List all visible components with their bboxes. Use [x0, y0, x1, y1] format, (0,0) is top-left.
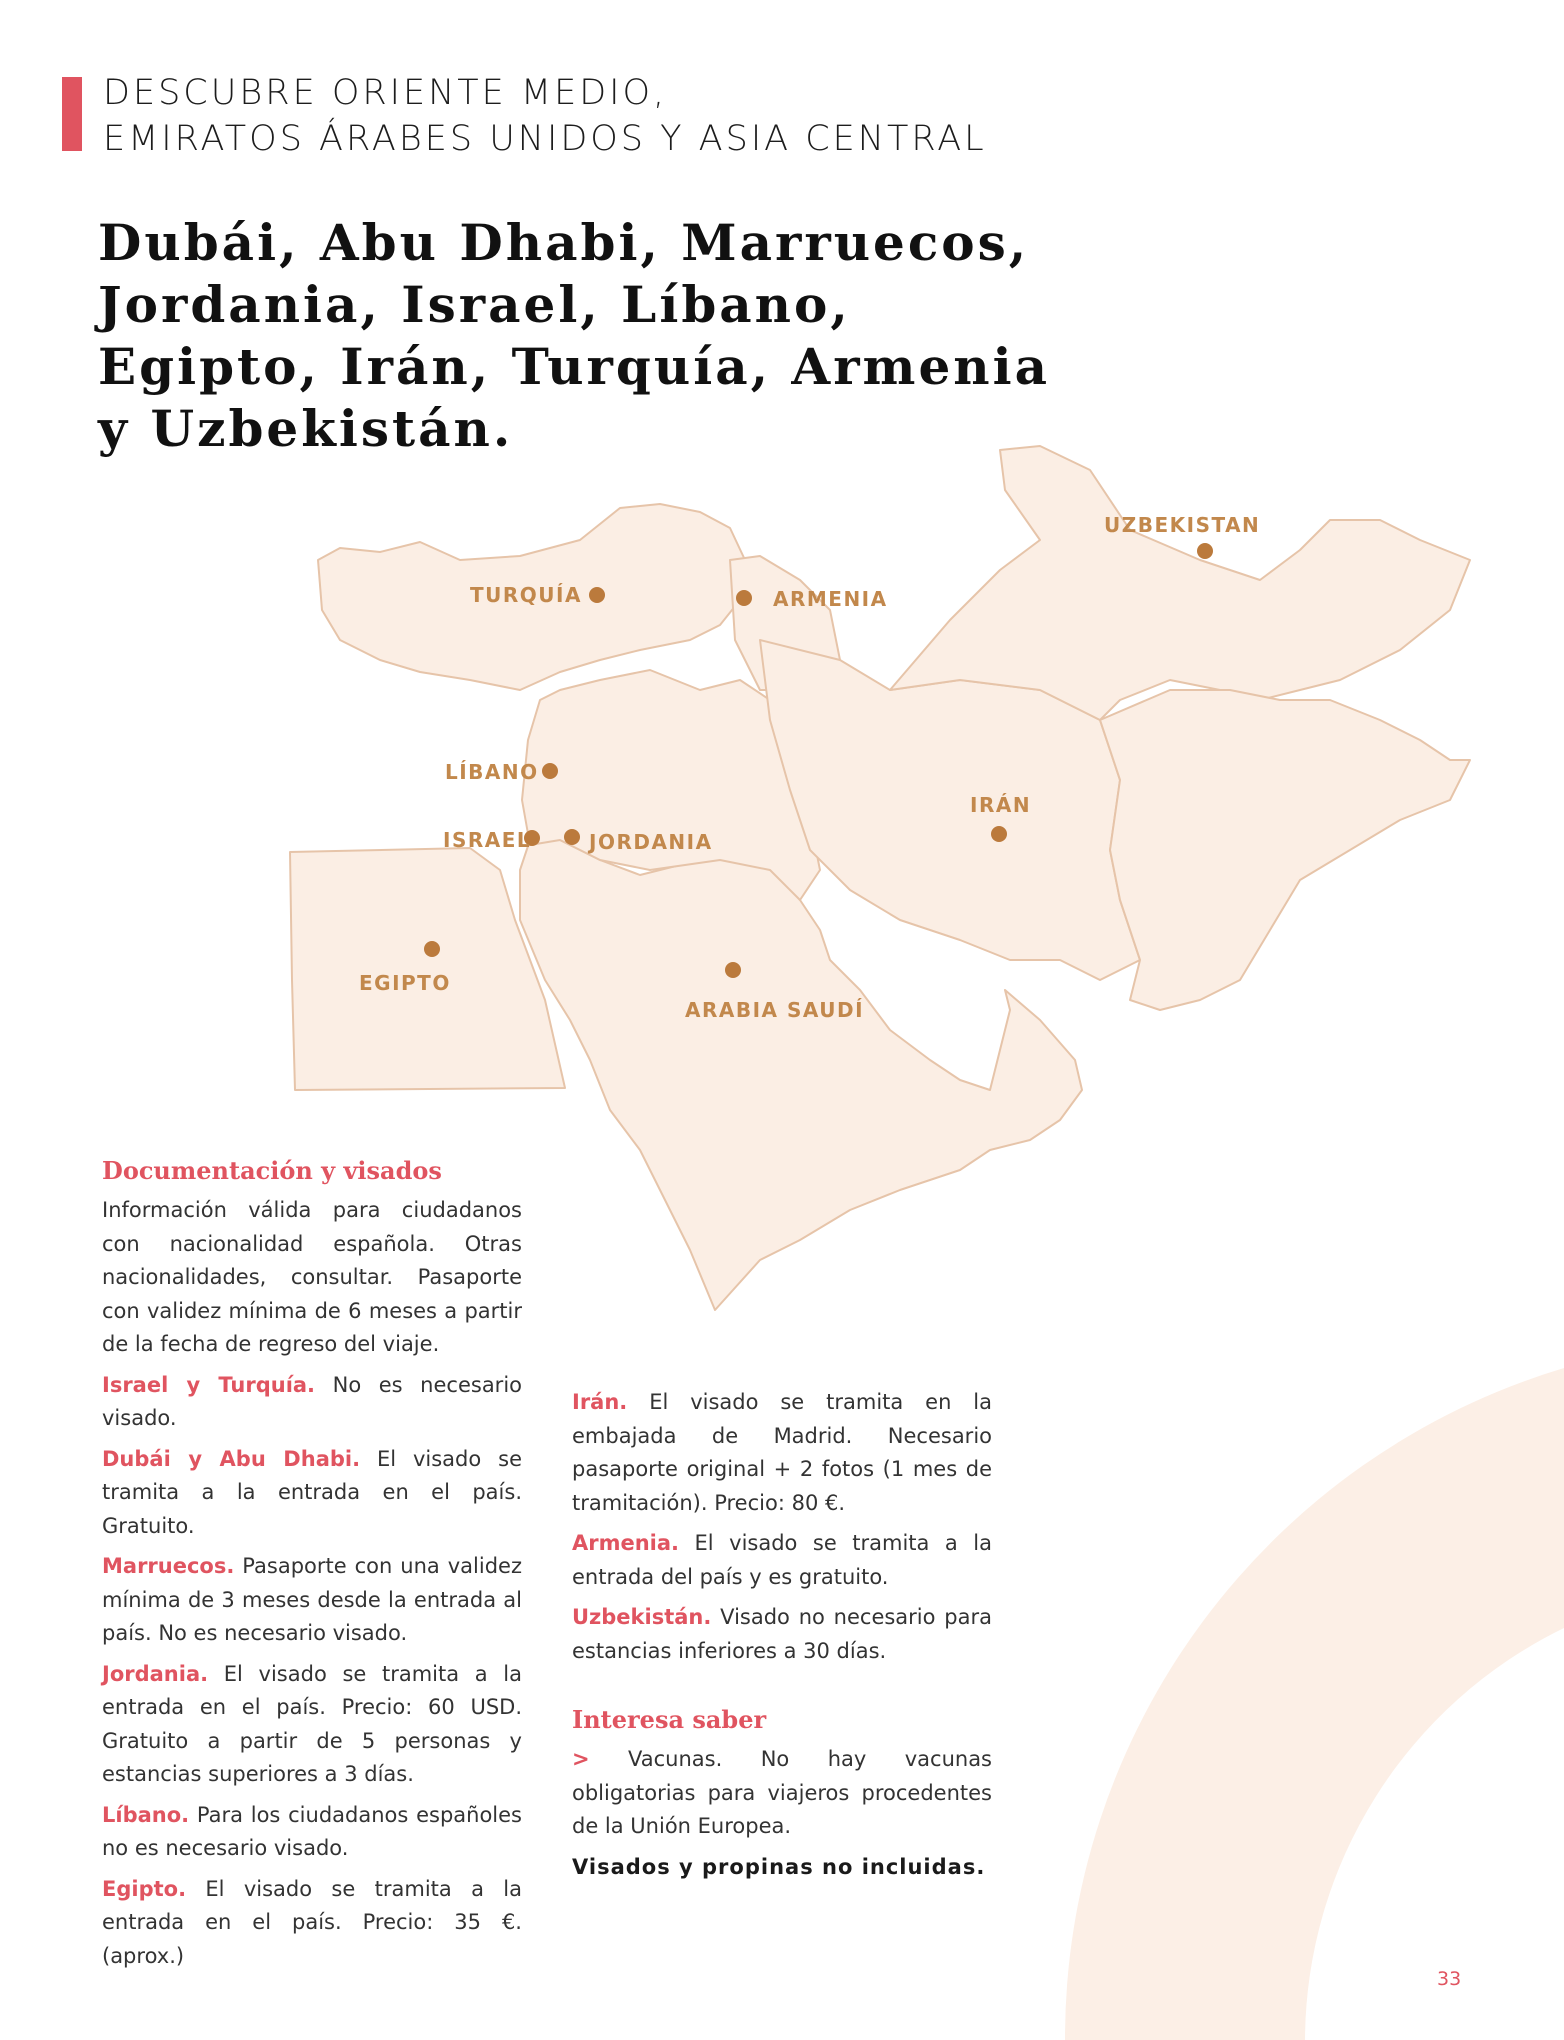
- vaccines-text: Vacunas. No hay vacunas obligatorias para viajeros procedentes de la Unión Europea.: [572, 1747, 992, 1838]
- marker-arabia: [725, 962, 741, 978]
- country-central-asia: [890, 446, 1470, 720]
- label-libano: LÍBANO: [445, 760, 539, 784]
- page-number: 33: [1437, 1968, 1462, 1990]
- visa-israel-turquia: [102, 1369, 522, 1436]
- visa-key: Dubái y Abu Dhabi.: [102, 1446, 361, 1471]
- chevron-right-icon: >: [572, 1747, 590, 1771]
- visa-text: Para los ciudadanos españoles no es necesario visado.: [102, 1802, 522, 1860]
- marker-jordania: [564, 829, 580, 845]
- info-note: Visados y propinas no incluidas.: [572, 1854, 986, 1879]
- country-afghan-pak: [1100, 690, 1470, 1010]
- docs-intro: Información válida para ciudadanos con nacionalidad española. Otras nacionalidades, consultar. Pasaporte con validez mínima de 6 meses a partir de la fecha de regreso del viaje.: [102, 1198, 522, 1356]
- kicker-line-1: DESCUBRE ORIENTE MEDIO,: [103, 73, 668, 113]
- visa-text: Visado no necesario para estancias inferiores a 30 días.: [572, 1605, 992, 1663]
- label-iran: IRÁN: [970, 793, 1032, 817]
- visa-key: Egipto.: [102, 1876, 187, 1901]
- label-armenia: ARMENIA: [773, 587, 888, 611]
- visa-key: Israel y Turquía.: [102, 1372, 316, 1397]
- label-turquia: TURQUÍA: [470, 583, 582, 607]
- visa-egipto: [102, 1873, 522, 1974]
- visa-libano: [102, 1799, 522, 1866]
- marker-egipto: [424, 941, 440, 957]
- visa-key: Uzbekistán.: [572, 1605, 712, 1629]
- visa-dubai: [102, 1443, 522, 1544]
- visa-key: Jordania.: [102, 1661, 209, 1686]
- section-kicker: [103, 70, 987, 162]
- info-vaccines: [572, 1743, 992, 1844]
- accent-bar: [62, 77, 82, 151]
- visa-text: Pasaporte con una validez mínima de 3 meses desde la entrada al país. No es necesario visado.: [102, 1554, 522, 1645]
- docs-title: Documentación y visados: [102, 1156, 442, 1185]
- marker-turquia: [589, 587, 605, 603]
- visa-key: Marruecos.: [102, 1554, 235, 1578]
- visa-text: No es necesario visado.: [102, 1372, 523, 1430]
- docs-column-right: [572, 1386, 992, 1891]
- visa-uzbekistan: [572, 1601, 992, 1668]
- visa-text: El visado se tramita en la embajada de Madrid. Necesario pasaporte original + 2 fotos (1 mes de tramitación). Precio: 80 €.: [572, 1390, 992, 1515]
- label-jordania: JORDANIA: [589, 830, 713, 854]
- marker-uzbekistan: [1197, 543, 1213, 559]
- marker-libano: [542, 763, 558, 779]
- info-title: Interesa saber: [572, 1705, 767, 1734]
- visa-text: El visado se tramita a la entrada en el país. Gratuito.: [102, 1446, 522, 1538]
- label-israel: ISRAEL: [443, 828, 532, 852]
- marker-iran: [991, 826, 1007, 842]
- visa-jordania: [102, 1658, 522, 1792]
- visa-key: Líbano.: [102, 1802, 190, 1827]
- visa-key: Irán.: [572, 1390, 628, 1414]
- visa-text: El visado se tramita a la entrada del país y es gratuito.: [572, 1531, 992, 1589]
- marker-armenia: [736, 590, 752, 606]
- page-headline: Dubái, Abu Dhabi, Marruecos, Jordania, Israel, Líbano, Egipto, Irán, Turquía, Armenia y Uzbekistán.: [98, 213, 1051, 458]
- visa-text: El visado se tramita a la entrada en el país. Precio: 60 USD. Gratuito a partir de 5 personas y estancias superiores a 3 días.: [102, 1661, 522, 1786]
- label-egipto: EGIPTO: [359, 971, 451, 995]
- visa-text: El visado se tramita a la entrada en el país. Precio: 35 €. (aprox.): [102, 1876, 522, 1968]
- visa-key: Armenia.: [572, 1531, 680, 1555]
- label-arabia: ARABIA SAUDÍ: [685, 998, 865, 1022]
- label-uzbekistan: UZBEKISTAN: [1104, 513, 1261, 537]
- visa-iran: [572, 1386, 992, 1520]
- spacer: [572, 1675, 992, 1703]
- visa-armenia: [572, 1527, 992, 1594]
- docs-column-left: [102, 1154, 522, 1980]
- visa-marruecos: [102, 1550, 522, 1651]
- kicker-line-2: EMIRATOS ÁRABES UNIDOS Y ASIA CENTRAL: [103, 119, 987, 159]
